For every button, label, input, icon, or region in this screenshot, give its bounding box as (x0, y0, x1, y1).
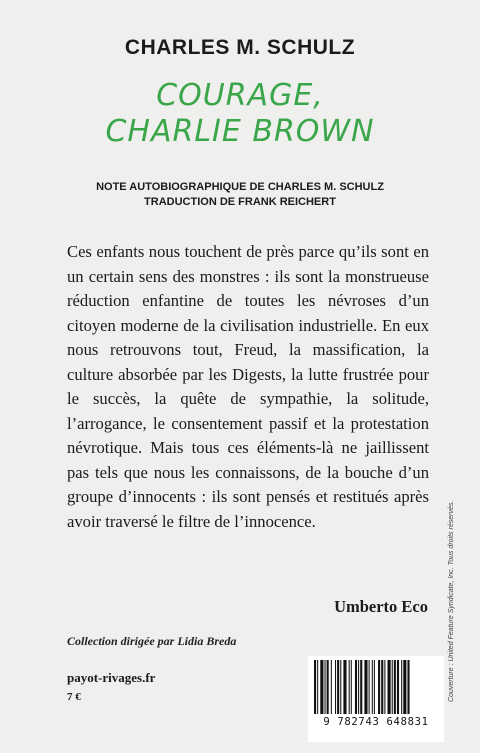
collection-credit: Collection dirigée par Lidia Breda (67, 634, 237, 648)
barcode-bars (308, 656, 444, 716)
quote-author: Umberto Eco (334, 597, 428, 616)
title-line-1: COURAGE, (156, 78, 324, 113)
barcode (308, 656, 444, 742)
price: 7 € (67, 691, 81, 703)
back-cover-quote: Ces enfants nous touchent de près parce qu’ils sont en un certain sens des monstres : ils sont la monstrueuse réduction enfantine de toutes les névroses d’un citoyen moderne de la civilisation industrielle. En eux nous retrouvons tout, Freud, la massification, la culture absorbée par les Digests, la lutte frustrée pour le succès, la quête de sympathie, la solitude, l’arrogance, le consentement passif et la protestation névrotique. Mais tous ces éléments-là ne jaillissent pas tels que nous les connaissons, de la bouche d’un groupe d’innocents : ils sont pensés et restitués après avoir traversé le filtre de l’innocence. (67, 242, 429, 531)
barcode-number: 9 782743 648831 (323, 716, 429, 728)
copyright-text: Couverture : United Feature Syndicate, Inc. Tous droits réservés. (448, 500, 455, 702)
subtitle-line-1: NOTE AUTOBIOGRAPHIQUE DE CHARLES M. SCHULZ (96, 181, 384, 193)
subtitle (0, 180, 480, 210)
subtitle-line-2: TRADUCTION DE FRANK REICHERT (144, 196, 336, 208)
publisher-website: payot-rivages.fr (67, 670, 156, 685)
title-line-2: CHARLIE BROWN (105, 114, 375, 149)
book-title (0, 78, 480, 150)
copyright-notice (448, 452, 460, 702)
author-name: CHARLES M. SCHULZ (124, 36, 356, 59)
